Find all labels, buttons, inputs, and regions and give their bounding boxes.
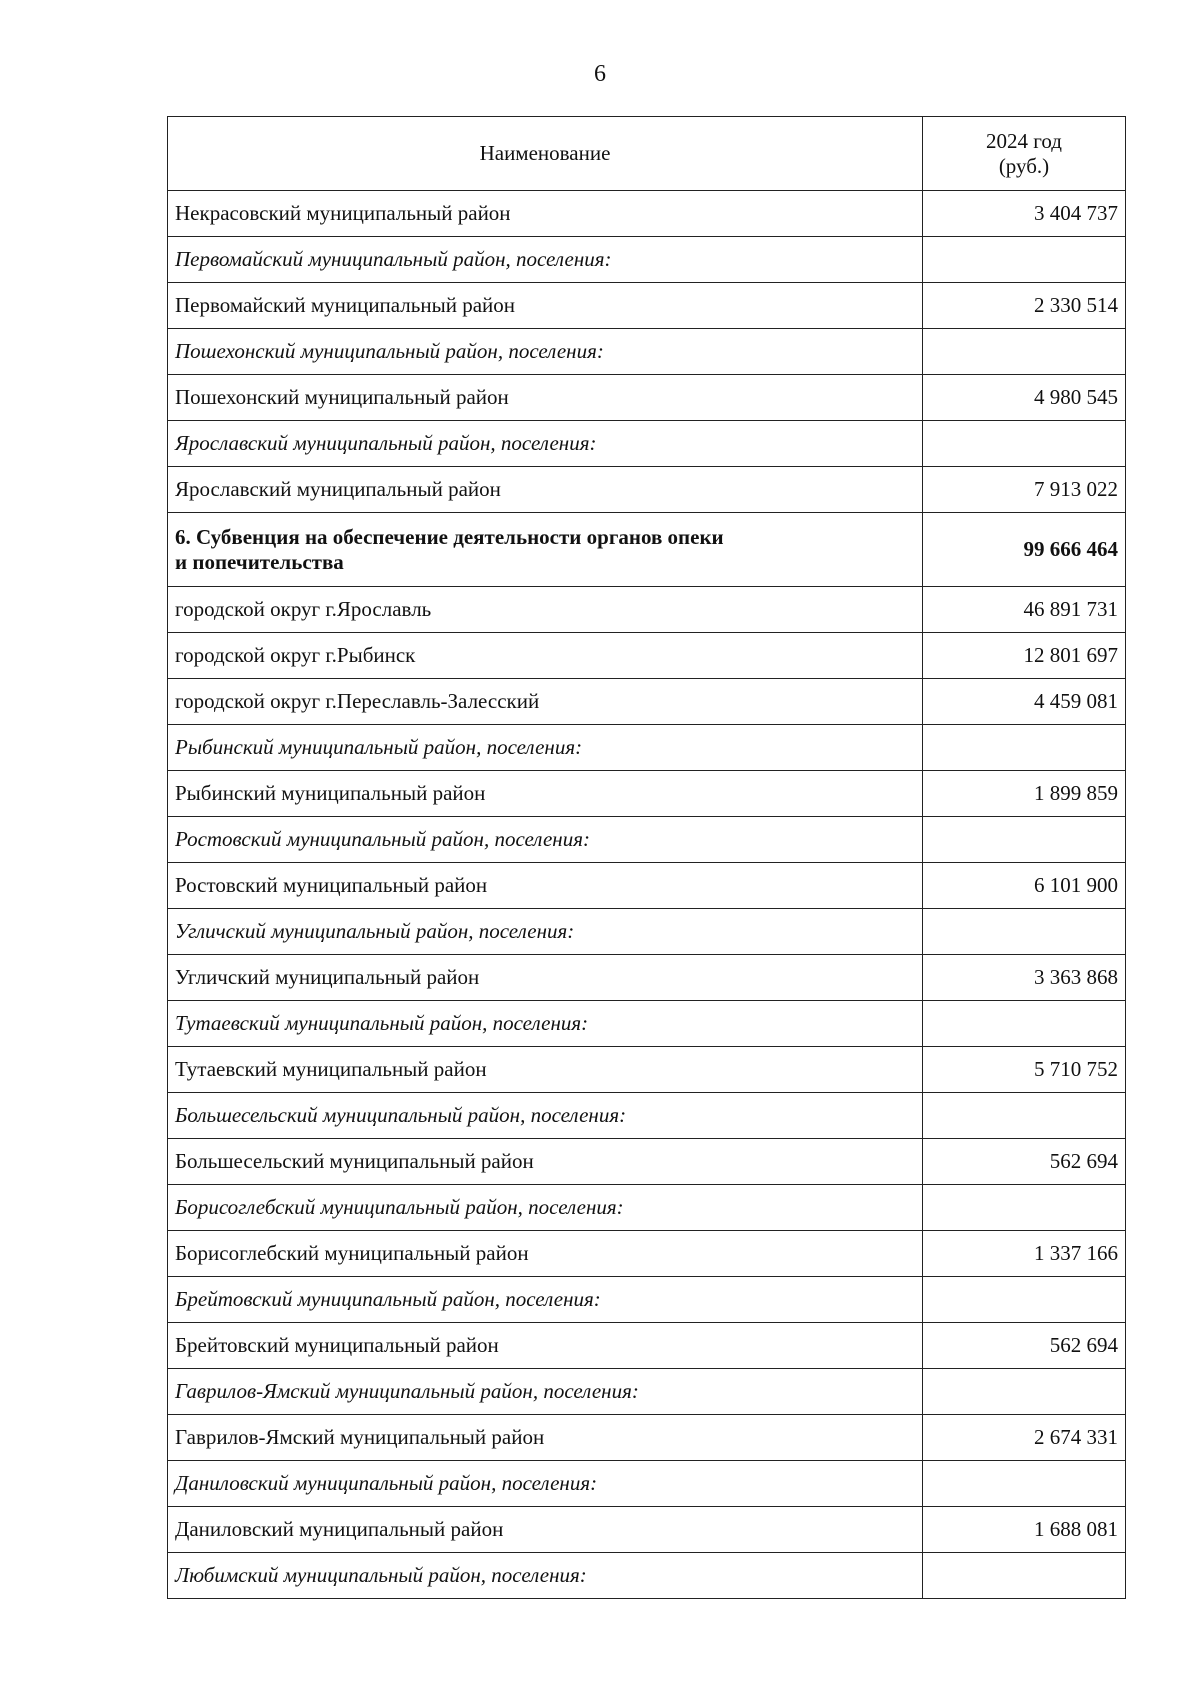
table-row <box>168 513 1126 587</box>
row-name: Некрасовский муниципальный район <box>168 191 923 237</box>
row-name: Брейтовский муниципальный район <box>168 1323 923 1369</box>
table-row <box>168 1323 1126 1369</box>
table-row <box>168 467 1126 513</box>
row-value: 6 101 900 <box>923 863 1126 909</box>
row-value <box>923 329 1126 375</box>
table-row <box>168 421 1126 467</box>
row-name: Любимский муниципальный район, поселения: <box>168 1553 923 1599</box>
table-row <box>168 725 1126 771</box>
row-value <box>923 817 1126 863</box>
row-name: Тутаевский муниципальный район <box>168 1047 923 1093</box>
row-name: Ярославский муниципальный район, поселения: <box>168 421 923 467</box>
row-value: 1 688 081 <box>923 1507 1126 1553</box>
row-name: Большесельский муниципальный район <box>168 1139 923 1185</box>
table-row <box>168 1507 1126 1553</box>
page-number: 6 <box>594 61 606 87</box>
row-value <box>923 1277 1126 1323</box>
table-header-row <box>168 117 1126 191</box>
row-name: Угличский муниципальный район <box>168 955 923 1001</box>
row-value: 1 899 859 <box>923 771 1126 817</box>
table-row <box>168 329 1126 375</box>
row-name: городской округ г.Ярославль <box>168 587 923 633</box>
table-row <box>168 1277 1126 1323</box>
table-row <box>168 1093 1126 1139</box>
table-row <box>168 679 1126 725</box>
table-row <box>168 1139 1126 1185</box>
row-value: 12 801 697 <box>923 633 1126 679</box>
row-value: 46 891 731 <box>923 587 1126 633</box>
row-value: 2 330 514 <box>923 283 1126 329</box>
header-year <box>923 117 1126 191</box>
table-row <box>168 863 1126 909</box>
row-value <box>923 1185 1126 1231</box>
table-row <box>168 1001 1126 1047</box>
row-name: городской округ г.Рыбинск <box>168 633 923 679</box>
table-row <box>168 1231 1126 1277</box>
row-value: 4 459 081 <box>923 679 1126 725</box>
row-name: Ростовский муниципальный район <box>168 863 923 909</box>
row-value <box>923 1461 1126 1507</box>
row-value: 562 694 <box>923 1323 1126 1369</box>
row-name: Пошехонский муниципальный район, поселения: <box>168 329 923 375</box>
table-row <box>168 1415 1126 1461</box>
row-value <box>923 1093 1126 1139</box>
row-value: 3 363 868 <box>923 955 1126 1001</box>
row-value: 2 674 331 <box>923 1415 1126 1461</box>
row-name: Ярославский муниципальный район <box>168 467 923 513</box>
row-name: Рыбинский муниципальный район, поселения: <box>168 725 923 771</box>
row-name: Даниловский муниципальный район <box>168 1507 923 1553</box>
table-row <box>168 237 1126 283</box>
row-name: Угличский муниципальный район, поселения: <box>168 909 923 955</box>
table-row <box>168 633 1126 679</box>
row-value <box>923 909 1126 955</box>
table-row <box>168 955 1126 1001</box>
table-row <box>168 817 1126 863</box>
row-name: Борисоглебский муниципальный район <box>168 1231 923 1277</box>
row-value <box>923 421 1126 467</box>
row-value: 3 404 737 <box>923 191 1126 237</box>
table-row <box>168 375 1126 421</box>
row-name: Пошехонский муниципальный район <box>168 375 923 421</box>
row-name: Борисоглебский муниципальный район, поселения: <box>168 1185 923 1231</box>
row-name: Гаврилов-Ямский муниципальный район <box>168 1415 923 1461</box>
row-value: 1 337 166 <box>923 1231 1126 1277</box>
table-row <box>168 771 1126 817</box>
row-value <box>923 1001 1126 1047</box>
row-name: Большесельский муниципальный район, поселения: <box>168 1093 923 1139</box>
row-name: Тутаевский муниципальный район, поселения: <box>168 1001 923 1047</box>
row-value <box>923 725 1126 771</box>
table-row <box>168 1461 1126 1507</box>
budget-table <box>167 116 1126 1599</box>
row-value: 562 694 <box>923 1139 1126 1185</box>
row-name: Первомайский муниципальный район, поселения: <box>168 237 923 283</box>
table-body <box>168 191 1126 1599</box>
table-row <box>168 283 1126 329</box>
row-value: 4 980 545 <box>923 375 1126 421</box>
row-name: Первомайский муниципальный район <box>168 283 923 329</box>
row-name: Ростовский муниципальный район, поселения: <box>168 817 923 863</box>
row-name: Даниловский муниципальный район, поселения: <box>168 1461 923 1507</box>
row-name: Рыбинский муниципальный район <box>168 771 923 817</box>
row-name: городской округ г.Переславль-Залесский <box>168 679 923 725</box>
row-name: 6. Субвенция на обеспечение деятельности органов опеки и попечительства <box>168 513 923 587</box>
header-year-label: 2024 год <box>986 128 1062 153</box>
row-value <box>923 1553 1126 1599</box>
row-name: Гаврилов-Ямский муниципальный район, поселения: <box>168 1369 923 1415</box>
row-value: 5 710 752 <box>923 1047 1126 1093</box>
header-name: Наименование <box>168 117 923 191</box>
table-row <box>168 587 1126 633</box>
row-value: 99 666 464 <box>923 513 1126 587</box>
table-row <box>168 191 1126 237</box>
table-row <box>168 1047 1126 1093</box>
row-value <box>923 237 1126 283</box>
table-row <box>168 909 1126 955</box>
header-unit-label: (руб.) <box>998 153 1050 178</box>
row-value <box>923 1369 1126 1415</box>
table-row <box>168 1553 1126 1599</box>
row-value: 7 913 022 <box>923 467 1126 513</box>
table-row <box>168 1369 1126 1415</box>
table-row <box>168 1185 1126 1231</box>
row-name: Брейтовский муниципальный район, поселения: <box>168 1277 923 1323</box>
